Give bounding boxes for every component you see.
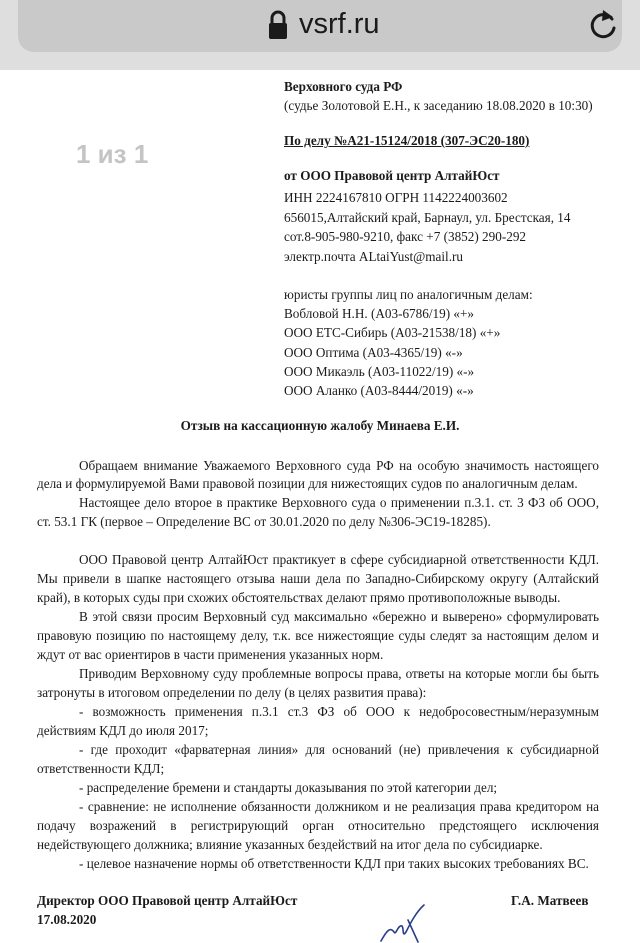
body-line: В этой связи просим Верховный суд максимально «бережно и выверено» сформулировать — [79, 609, 599, 624]
body-line: Мы привели в шапке настоящего отзыва наши дела по Западно-Сибирскому округу (Алтайский — [37, 571, 599, 586]
body-line: ждут от вас ориентиров в части применения указанных норм. — [37, 647, 384, 662]
case-item: ООО Оптима (А03-4365/19) «-» — [284, 345, 463, 360]
body-line: ООО Правовой центр АлтайЮст практикует в сфере субсидиарной ответственности КДЛ. — [79, 552, 599, 567]
document-title: Отзыв на кассационную жалобу Минаева Е.И. — [180, 418, 460, 433]
sender: от ООО Правовой центр АлтайЮст — [284, 168, 500, 183]
body-line: - возможность применения п.3.1 ст.3 ФЗ об ООО к недобросовестным/неразумным — [79, 704, 599, 719]
addressee: Верховного суда РФ — [284, 79, 403, 94]
body-line: ответственности КДЛ; — [37, 761, 165, 776]
judge-line: (судье Золотовой Е.Н., к заседанию 18.08.2020 в 10:30) — [284, 98, 593, 113]
body-line: затронуты в итоговом определении по делу (в целях развития права): — [37, 685, 427, 700]
address-line: 656015,Алтайский край, Барнаул, ул. Брестская, 14 — [284, 210, 571, 225]
document-date: 17.08.2020 — [37, 912, 97, 927]
lock-icon — [268, 10, 288, 40]
body-line: недействующего должника; влияние указанных бездействий на итог дела по субсидиарке. — [37, 837, 543, 852]
case-item: ООО Микаэль (А03-11022/19) «-» — [284, 364, 475, 379]
reload-icon[interactable] — [588, 8, 618, 40]
handwritten-signature — [378, 902, 428, 943]
body-line: Обращаем внимание Уважаемого Верховного суда РФ на особую значимость настоящего — [79, 458, 599, 473]
body-line: подачу возражений в регистрирующий орган относительно предстоящего исключения — [37, 818, 599, 833]
case-reference: По делу №А21-15124/2018 (307-ЭС20-180) — [284, 133, 530, 148]
body-line: действиям КДЛ до июля 2017; — [37, 723, 209, 738]
case-item: ООО Аланко (А03-8444/2019) «-» — [284, 383, 474, 398]
url-text[interactable]: vsrf.ru — [299, 8, 380, 40]
address-bar[interactable] — [18, 0, 622, 52]
body-line: - целевое назначение нормы об ответственности КДЛ при таких высоких требованиях ВС. — [79, 856, 589, 871]
body-line: ст. 53.1 ГК (первое – Определение ВС от 30.01.2020 по делу №306-ЭС19-18285). — [37, 514, 491, 529]
phone-line: сот.8-905-980-9210, факс +7 (3852) 290-292 — [284, 229, 527, 244]
group-title: юристы группы лиц по аналогичным делам: — [284, 287, 533, 302]
body-line: край), в которых суды при схожих обстоятельствах делают прямо противоположные выводы. — [37, 590, 561, 605]
page-indicator: 1 из 1 — [76, 139, 149, 169]
body-line: - сравнение: не исполнение обязанности должником и не реализация права кредитором на — [79, 799, 599, 814]
case-item: ООО ЕТС-Сибирь (А03-21538/18) «+» — [284, 325, 501, 340]
body-line: дела и формулируемой Вами правовой позиции для нижестоящих судов по аналогичным делам. — [37, 476, 578, 491]
email-line: электр.почта ALtaiYust@mail.ru — [284, 249, 463, 264]
case-item: Вобловой Н.Н. (А03-6786/19) «+» — [284, 306, 475, 321]
document-page — [0, 70, 640, 943]
body-line: Приводим Верховному суду проблемные вопросы права, ответы на которые могли бы быть — [79, 666, 599, 681]
browser-chrome — [0, 0, 640, 70]
signer-name: Г.А. Матвеев — [511, 893, 589, 908]
inn-line: ИНН 2224167810 ОГРН 1142224003602 — [284, 190, 508, 205]
body-line: правовую позицию по настоящему делу, т.к. все нижестоящие суды следят за настоящим делом и — [37, 628, 599, 643]
body-line: - распределение бремени и стандарты доказывания по этой категории дел; — [79, 780, 498, 795]
body-line: Настоящее дело второе в практике Верховного суда о применении п.3.1. ст. 3 ФЗ об ООО, — [79, 495, 599, 510]
signer-title: Директор ООО Правовой центр АлтайЮст — [37, 893, 298, 908]
body-line: - где проходит «фарватерная линия» для оснований (не) привлечения к субсидиарной — [79, 742, 599, 757]
